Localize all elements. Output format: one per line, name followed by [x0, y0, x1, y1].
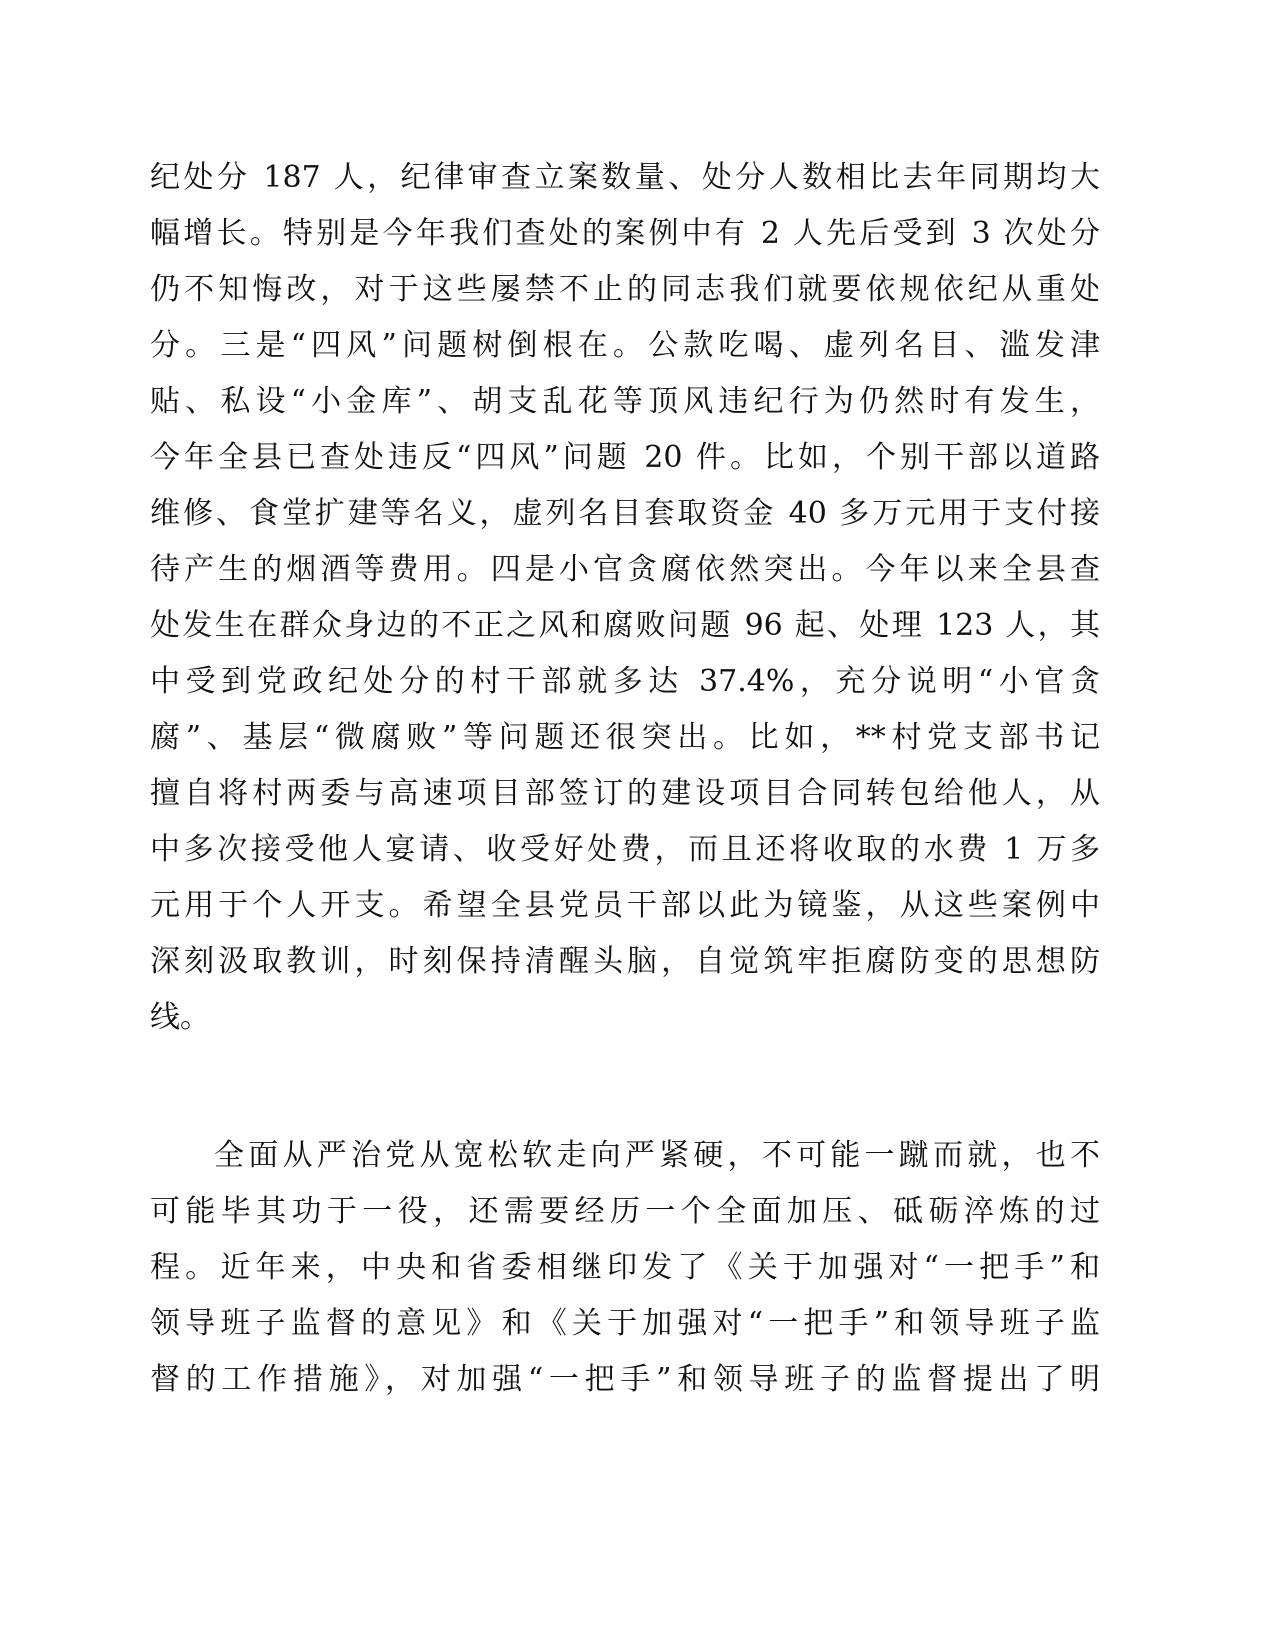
paragraph-line: 全面从严治党从宽松软走向严紧硬，不可能一蹴而就，也不: [214, 1138, 1100, 1173]
paragraph-line: 元用于个人开支。希望全县党员干部以此为镜鉴，从这些案例中: [150, 888, 1100, 923]
paragraph-line: 维修、食堂扩建等名义，虚列名目套取资金 40 多万元用于支付接: [150, 496, 1100, 531]
paragraph-1: [150, 150, 1100, 1046]
paragraph-line: 擅自将村两委与高速项目部签订的建设项目合同转包给他人，从: [150, 776, 1100, 811]
paragraph-line: 领导班子监督的意见》和《关于加强对“一把手”和领导班子监: [150, 1306, 1100, 1341]
paragraph-line: 今年全县已查处违反“四风”问题 20 件。比如，个别干部以道路: [150, 440, 1100, 475]
paragraph-line: 分。三是“四风”问题树倒根在。公款吃喝、虚列名目、滥发津: [150, 328, 1100, 363]
paragraph-line: 中多次接受他人宴请、收受好处费，而且还将收取的水费 1 万多: [150, 832, 1100, 867]
paragraph-2: [150, 1128, 1100, 1408]
paragraph-line: 线。: [150, 1000, 210, 1035]
paragraph-line: 待产生的烟酒等费用。四是小官贪腐依然突出。今年以来全县查: [150, 552, 1100, 587]
paragraph-line: 深刻汲取教训，时刻保持清醒头脑，自觉筑牢拒腐防变的思想防: [150, 944, 1100, 979]
paragraph-line: 督的工作措施》，对加强“一把手”和领导班子的监督提出了明: [150, 1362, 1100, 1397]
paragraph-line: 仍不知悔改，对于这些屡禁不止的同志我们就要依规依纪从重处: [150, 272, 1100, 307]
paragraph-line: 贴、私设“小金库”、胡支乱花等顶风违纪行为仍然时有发生，: [150, 384, 1100, 419]
paragraph-line: 纪处分 187 人，纪律审查立案数量、处分人数相比去年同期均大: [150, 160, 1100, 195]
paragraph-line: 腐”、基层“微腐败”等问题还很突出。比如，**村党支部书记: [150, 720, 1100, 755]
paragraph-line: 可能毕其功于一役，还需要经历一个全面加压、砥砺淬炼的过: [150, 1194, 1100, 1229]
paragraph-line: 程。近年来，中央和省委相继印发了《关于加强对“一把手”和: [150, 1250, 1100, 1285]
paragraph-line: 处发生在群众身边的不正之风和腐败问题 96 起、处理 123 人，其: [150, 608, 1100, 643]
paragraph-line: 中受到党政纪处分的村干部就多达 37.4%，充分说明“小官贪: [150, 664, 1100, 699]
paragraph-line: 幅增长。特别是今年我们查处的案例中有 2 人先后受到 3 次处分: [150, 216, 1100, 251]
